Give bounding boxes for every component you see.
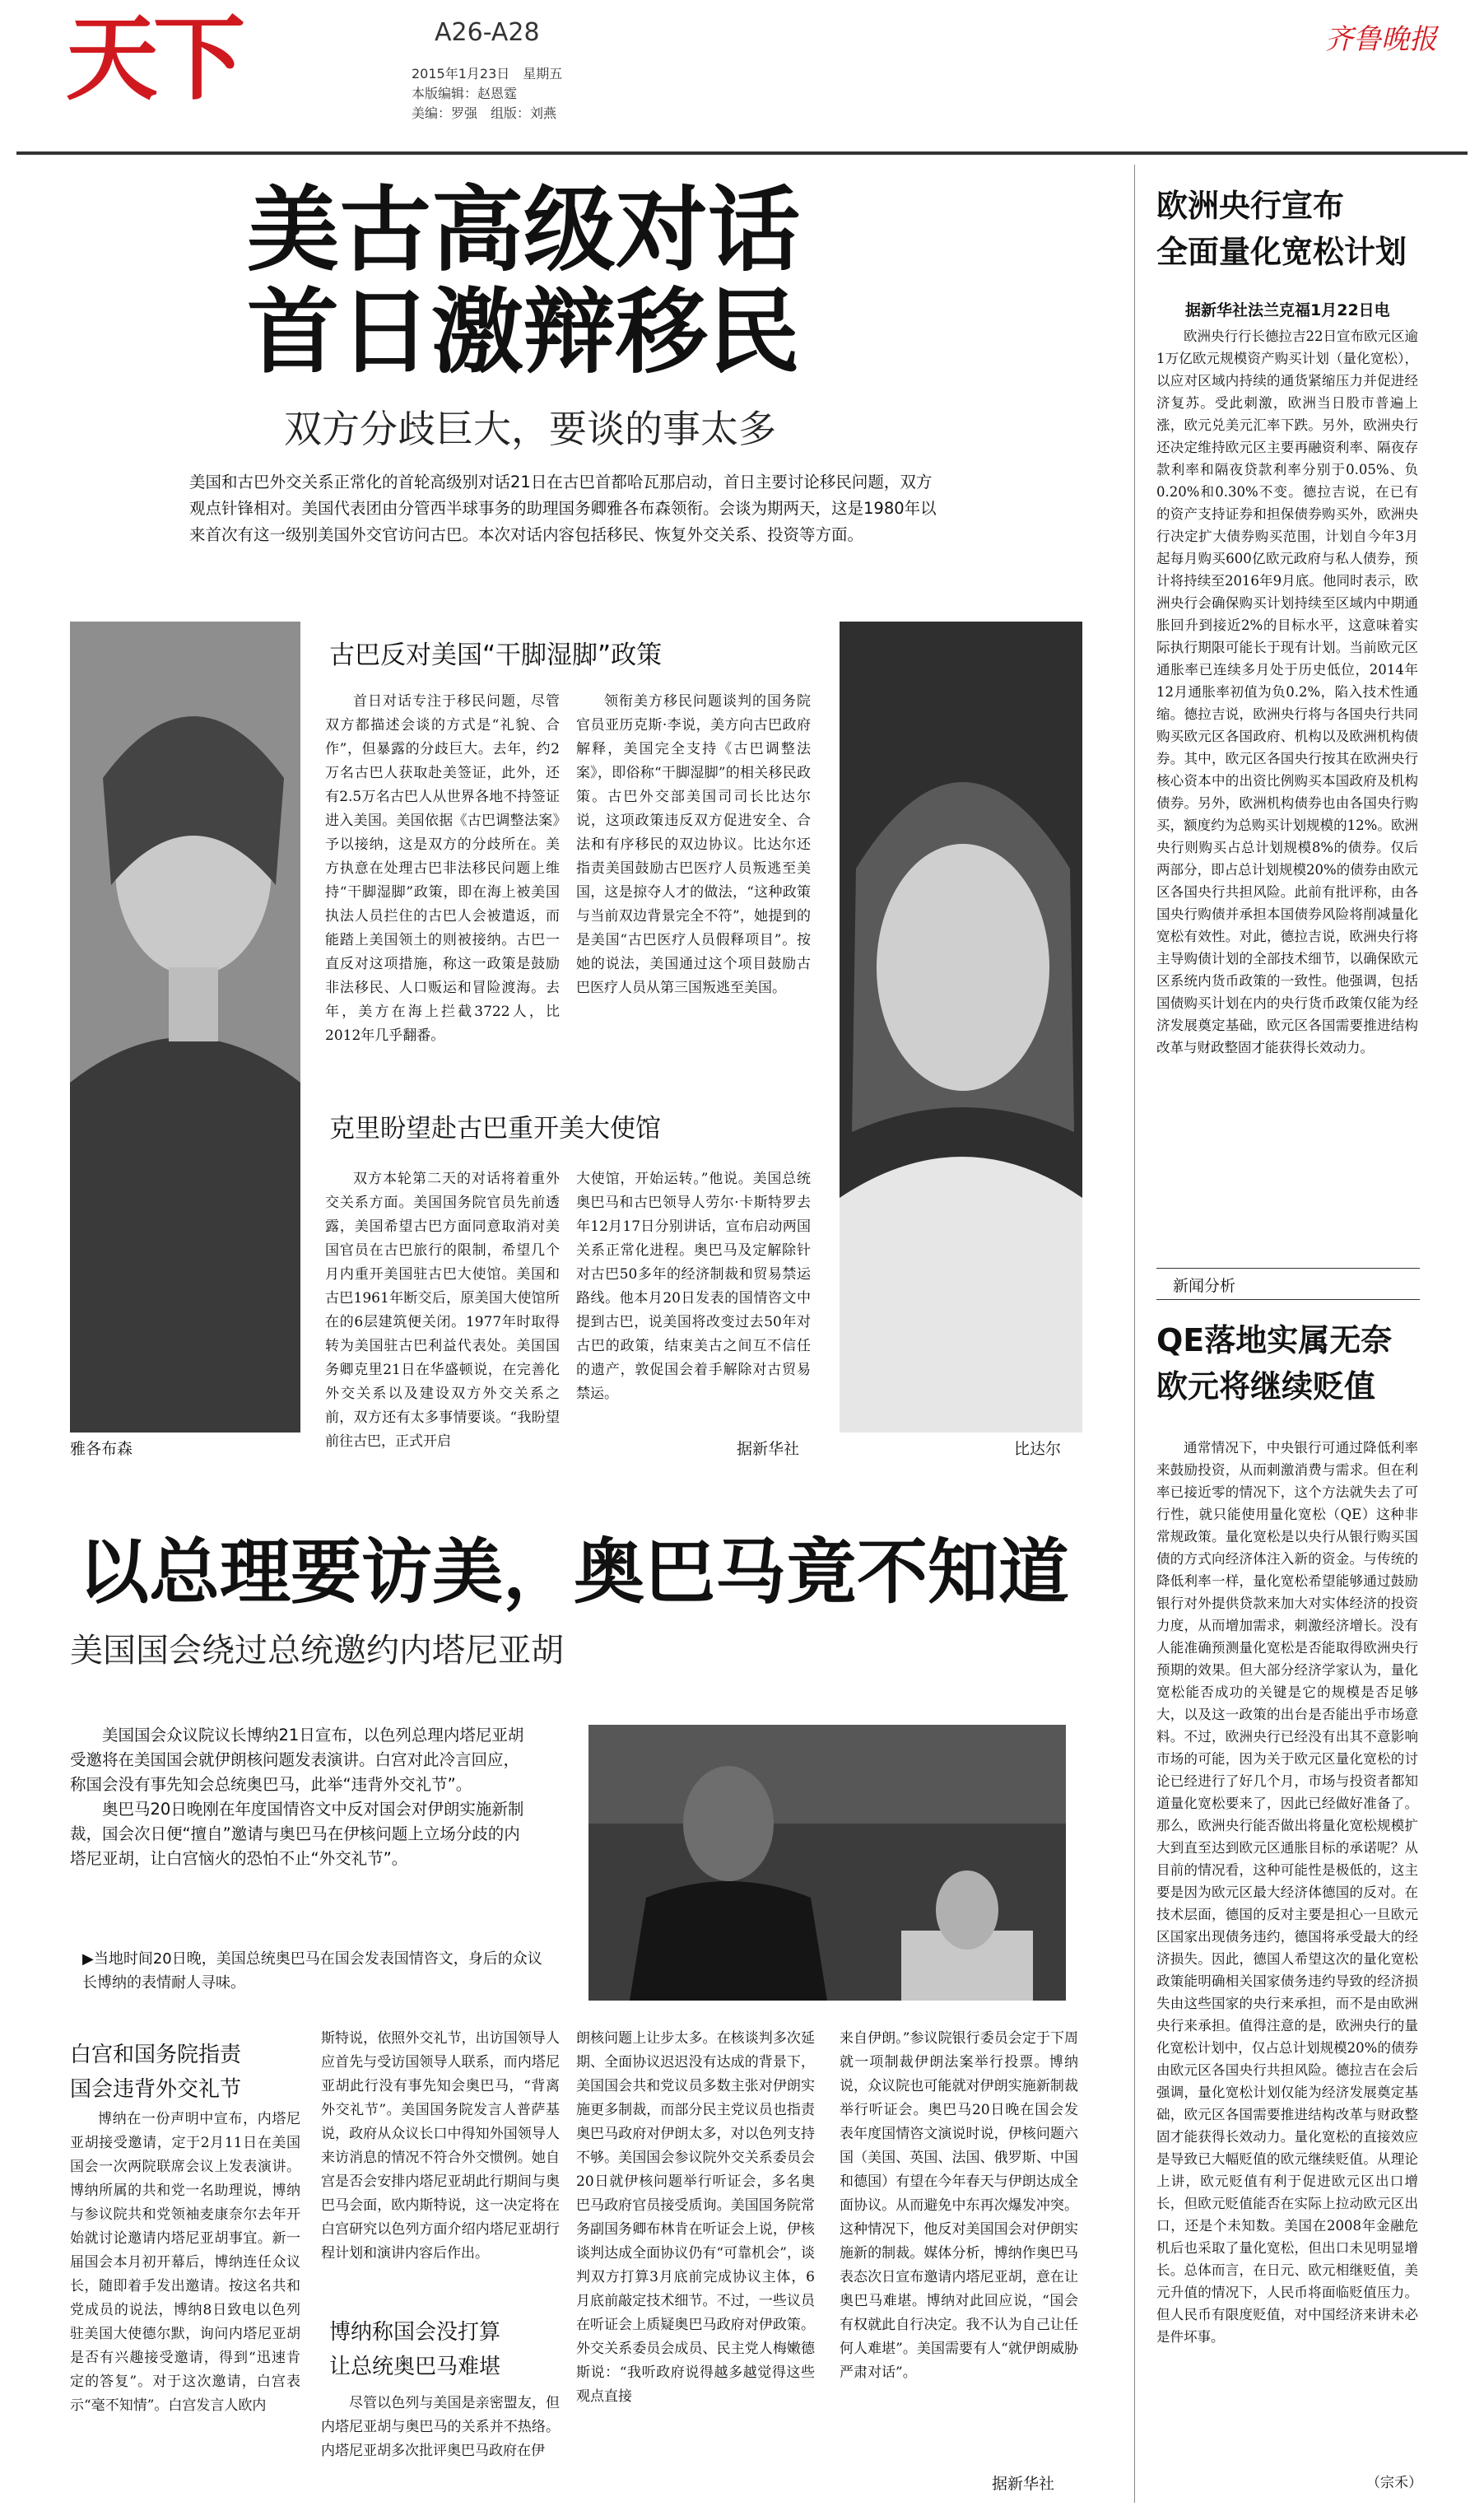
sidebar-body1: 欧洲央行行长德拉吉22日宣布欧元区逾1万亿欧元规模资产购买计划（量化宽松），以应对区域内持续的通货紧缩压力并促进经济复苏。受此刺激，欧洲当日股市普遍上涨，欧元兑美元汇率下跌。另外，欧洲央行还决定维持欧元区主要再融资利率、隔夜存款利率和隔夜贷款利率分别于0.05%、负0.20%和0.30%不变。德拉吉说，在已有的资产支持证券和担保债券购买外，欧洲央行决定扩大债券购买范围，计划自今年3月起每月购买600亿欧元政府与私人债券，预计将持续至2016年9月底。他同时表示，欧洲央行会确保购买计划持续至区域内中期通胀回升到接近2%的目标水平，这意味着实际执行期限可能长于现有计划。当前欧元区通胀率已连续多月处于历史低位，2014年12月通胀率初值为负0.2%，陷入技术性通缩。德拉吉说，欧洲央行将与各国央行共同购买欧元区各国政府、机构以及欧洲机构债券。其中，欧元区各国央行按其在欧洲央行核心资本中的出资比例购买本国政府及机构债券。另外，欧洲机构债券也由各国央行购买，额度约为总购买计划规模的12%。欧洲央行则购买占总计划规模8%的债券。仅后两部分，即占总计划规模20%的债券由欧元区各国央行共担风险。此前有批评称，由各国央行购债并承担本国债券风险将削减量化宽松有效性。对此，德拉吉说，欧洲央行将主导购债计划的全部技术细节，以确保欧元区系统内货币政策的一致性。他强调，包括国债购买计划在内的央行货币政策仅能为经济发展奠定基础，欧元区各国需要推进结构改革与财政整固才能获得长效动力。 [1156,328,1418,1055]
story1-section1-col2: 领衔美方移民问题谈判的国务院官员亚历克斯·李说，美方向古巴政府解释，美国完全支持《古巴调整法案》，即俗称“干脚湿脚”的相关移民政策。古巴外交部美国司司长比达尔说，这项政策违反双方促进安全、合法和有序移民的双边协议。比达尔还指责美国鼓励古巴医疗人员叛逃至美国，这是掠夺人才的做法，“这种政策与当前双边背景完全不符”，她提到的是美国“古巴医疗人员假释项目”。按她的说法，美国通过这个项目鼓励古巴医疗人员从第三国叛逃至美国。 [576,693,811,996]
photo-vidal [840,622,1082,1433]
story2-section2-col2: 尽管以色列与美国是亲密盟友，但内塔尼亚胡与奥巴马的关系并不热络。内塔尼亚胡多次批评奥巴马政府在伊 [321,2395,560,2459]
story2-section1-title-line2: 国会违背外交礼节 [70,2077,242,2102]
sidebar-label: 新闻分析 [1173,1277,1236,1295]
story1-headline [247,179,988,384]
sidebar-headline2-line2: 欧元将继续贬值 [1156,1368,1376,1405]
story2-subhead: 美国国会绕过总统邀约内塔尼亚胡 [70,1632,564,1670]
story1-lead: 美国和古巴外交关系正常化的首轮高级别对话21日在古巴首都哈瓦那启动，首日主要讨论移民问题，双方观点针锋相对。美国代表团由分管西半球事务的助理国务卿雅各布森领衔。会谈为期两天，这是1980年以来首次有这一级别美国外交官访问古巴。本次对话内容包括移民、恢复外交关系、投资等方面。 [189,473,937,544]
story2-source: 据新华社 [992,2475,1055,2493]
story1-headline-line2: 首日激辩移民 [247,279,800,386]
header-rule [16,151,1468,155]
section-logo: 天下 [66,6,240,113]
story2-section1-title [70,2038,241,2107]
photo-jacobson [70,622,300,1433]
editor-line: 本版编辑：赵恩霆 [412,86,518,101]
photo-obama-image [588,1725,1066,2001]
design-line: 美编：罗强 组版：刘燕 [412,105,557,121]
story2-section1-col1: 博纳在一份声明中宣布，内塔尼亚胡接受邀请，定于2月11日在美国国会一次两院联席会议上发表演讲。博纳所属的共和党一名助理说，博纳与参议院共和党领袖麦康奈尔去年开始就讨论邀请内塔尼亚胡事宜。新一届国会本月初开幕后，博纳连任众议长，随即着手发出邀请。按这名共和党成员的说法，博纳8日致电以色列驻美国大使德尔默，询问内塔尼亚胡是否有兴趣接受邀请，得到“迅速肯定的答复”。对于这次邀请，白宫表示“毫不知情”。白宫发言人欧内 [70,2111,300,2414]
photo-left-caption: 雅各布森 [70,1440,133,1458]
sidebar-byline: （宗禾） [1366,2475,1422,2491]
story2-section1-col2: 斯特说，依照外交礼节，出访国领导人应首先与受访国领导人联系，而内塔尼亚胡此行没有事先知会奥巴马，“背离外交礼节”。美国国务院发言人普萨基说，政府从众议长口中得知外国领导人来访消息的情况不符合外交惯例。她自宫是否会安排内塔尼亚胡此行期间与奥巴马会面，欧内斯特说，这一决定将在白宫研究以色列方面介绍内塔尼亚胡行程计划和演讲内容后作出。 [321,2030,560,2262]
sidebar-headline1-line1: 欧洲央行宣布 [1156,188,1345,224]
story2-col4: 来自伊朗。”参议院银行委员会定于下周就一项制裁伊朗法案举行投票。博纳说，众议院也可能就对伊朗实施新制裁举行听证会。奥巴马20日晚在国会发表年度国情咨文演说时说，伊核问题六国（美国、英国、法国、俄罗斯、中国和德国）有望在今年春天与伊朗达成全面协议。从而避免中东再次爆发冲突。这种情况下，他反对美国国会对伊朗实施新的制裁。媒体分析，博纳作奥巴马表态次日宣布邀请内塔尼亚胡，意在让奥巴马难堪。博纳对此回应说，“国会有权就此自行决定。我不认为自己让任何人难堪”。美国需要有人“就伊朗威胁严肃对话”。 [840,2030,1078,2381]
story1-section1-title: 古巴反对美国“干脚湿脚”政策 [329,641,663,670]
story2-section2-title [329,2315,500,2384]
column-divider [1134,165,1135,2503]
story1-section2-title: 克里盼望赴古巴重开美大使馆 [329,1114,661,1144]
story1-headline-line1: 美古高级对话 [247,177,800,284]
issue-meta [412,64,562,123]
story2-photo-caption: ▶当地时间20日晚，美国总统奥巴马在国会发表国情咨文，身后的众议长博纳的表情耐人寻味。 [82,1950,542,1992]
story1-subhead: 双方分歧巨大，要谈的事太多 [284,407,776,451]
issue-date: 2015年1月23日 星期五 [412,66,563,82]
story2-lead [70,1723,531,1871]
story2-section2-title-line1: 博纳称国会没打算 [329,2320,501,2345]
story2-headline: 以总理要访美，奥巴马竟不知道 [78,1531,1069,1614]
sidebar-body2: 通常情况下，中央银行可通过降低利率来鼓励投资，从而刺激消费与需求。但在利率已接近零的情况下，这个方法就失去了可行性，就只能使用量化宽松（QE）这种非常规政策。量化宽松是以央行从银行购买国债的方式向经济体注入新的资金。与传统的降低利率一样，量化宽松希望能够通过鼓励银行对外提供贷款来加大对实体经济的投资力度，从而增加需求，刺激经济增长。没有人能准确预测量化宽松是否能取得欧洲央行预期的效果。但大部分经济学家认为，量化宽松能否成功的关键是它的规模是否足够大，以及这一政策的出台是否能出乎市场意料。不过，欧洲央行已经没有出其不意影响市场的可能，因为关于欧元区量化宽松的讨论已经进行了好几个月，市场与投资者都知道量化宽松要来了，因此已经做好准备了。那么，欧洲央行能否做出将量化宽松规模扩大到直至达到欧元区通胀目标的承诺呢？从目前的情况看，这种可能性是极低的，这主要是因为欧元区最大经济体德国的反对。在技术层面，德国的反对主要是担心一旦欧元区国家出现债务违约，德国将承受最大的经济损失。因此，德国人希望这次的量化宽松政策能明确相关国家债务违约导致的经济损失由这些国家的央行来承担，而不是由欧洲央行来承担。值得注意的是，欧洲央行的量化宽松计划中，仅占总计划规模20%的债券由欧元区各国央行共担风险。德拉吉在会后强调，量化宽松计划仅能为经济发展奠定基础，欧元区各国需要推进结构改革与财政整固才能获得长效动力。量化宽松的直接效应是导致已大幅贬值的欧元继续贬值。从理论上讲，欧元贬值有利于促进欧元区出口增长，但欧元贬值能否在实际上拉动欧元区出口，还是个未知数。美国在2008年金融危机后也采取了量化宽松，但出口未见明显增长。总体而言，在日元、欧元相继贬值，美元升值的情况下，人民币将面临贬值压力。但人民币有限度贬值，对中国经济来讲未必是件坏事。 [1156,1440,1418,2345]
story2-lead-p1: 美国国会众议院议长博纳21日宣布，以色列总理内塔尼亚胡受邀将在美国国会就伊朗核问题发表演讲。白宫对此冷言回应，称国会没有事先知会总统奥巴马，此举“违背外交礼节”。 [70,1726,524,1794]
sidebar-headline2-line1: QE落地实属无奈 [1156,1322,1393,1358]
page-range: A26-A28 [435,18,540,47]
story2-lead-p2: 奥巴马20日晚刚在年度国情咨文中反对国会对伊朗实施新制裁，国会次日便“擅自”邀请与奥巴马在伊核问题上立场分歧的内塔尼亚胡，让白宫恼火的恐怕不止“外交礼节”。 [70,1800,524,1868]
story2-section1-title-line1: 白宫和国务院指责 [70,2043,242,2067]
story1-section2-col2: 大使馆，开始运转。”他说。美国总统奥巴马和古巴领导人劳尔·卡斯特罗去年12月17日分别讲话，宣布启动两国关系正常化进程。奥巴马及定解除针对古巴50多年的经济制裁和贸易禁运路线。他本月20日发表的国情咨文中提到古巴，说美国将改变过去50年对古巴的政策，结束美古之间互不信任的遗产，敦促国会着手解除对古贸易禁运。 [576,1171,811,1402]
photo-obama [588,1725,1066,2001]
sidebar-headline1-line2: 全面量化宽松计划 [1156,234,1407,270]
photo-jacobson-image [70,622,300,1433]
sidebar-headline1 [1156,183,1407,275]
story1-section1-col1: 首日对话专注于移民问题，尽管双方都描述会谈的方式是“礼貌、合作”，但暴露的分歧巨大。去年，约2万名古巴人获取赴美签证，此外，还有2.5万名古巴人从世界各地不持签证进入美国。美国依据《古巴调整法案》予以接纳，这是双方的分歧所在。美方执意在处理古巴非法移民问题上维持“干脚湿脚”政策，即在海上被美国执法人员拦住的古巴人会被遣返，而能踏上美国领土的则被接纳。古巴一直反对这项措施，称这一政策是鼓励非法移民、人口贩运和冒险渡海。去年，美方在海上拦截3722人，比2012年几乎翻番。 [325,693,560,1044]
story1-section2-col1: 双方本轮第二天的对话将着重外交关系方面。美国国务院官员先前透露，美国希望古巴方面同意取消对美国官员在古巴旅行的限制，希望几个月内重开美国驻古巴大使馆。美国和古巴1961年断交后，原美国大使馆所在的6层建筑便关闭。1977年时取得转为美国驻古巴利益代表处。美国国务卿克里21日在华盛顿说，在完善化外交关系以及建设双方外交关系之前，双方还有太多事情要谈。“我盼望前往古巴，正式开启 [325,1171,560,1450]
sidebar-dateline: 据新华社法兰克福1月22日电 [1185,301,1390,319]
story2-section2-title-line2: 让总统奥巴马难堪 [329,2355,501,2379]
story2-col3: 朗核问题上让步太多。在核谈判多次延期、全面协议迟迟没有达成的背景下，美国国会共和党议员多数主张对伊朗实施更多制裁，而部分民主党议员也指责奥巴马政府对伊朗太多，对以色列支持不够。美国国会参议院外交关系委员会20日就伊核问题举行听证会，多名奥巴马政府官员接受质询。美国国务院常务副国务卿布林肯在听证会上说，伊核谈判达成全面协议仍有“可靠机会”，谈判双方打算3月底前完成协议主体，6月底前敲定技术细节。不过，一些议员在听证会上质疑奥巴马政府对伊政策。外交关系委员会成员、民主党人梅嫩德斯说：“我听政府说得越多越觉得这些观点直接 [576,2030,815,2405]
photo-right-caption: 比达尔 [1014,1440,1062,1458]
photo-vidal-image [840,622,1082,1433]
sidebar-rule-2 [1156,1299,1420,1300]
sidebar-rule [1156,1268,1420,1269]
story1-source: 据新华社 [737,1440,800,1458]
sidebar-headline2 [1156,1317,1392,1409]
newspaper-name: 齐鲁晚报 [1325,23,1437,56]
